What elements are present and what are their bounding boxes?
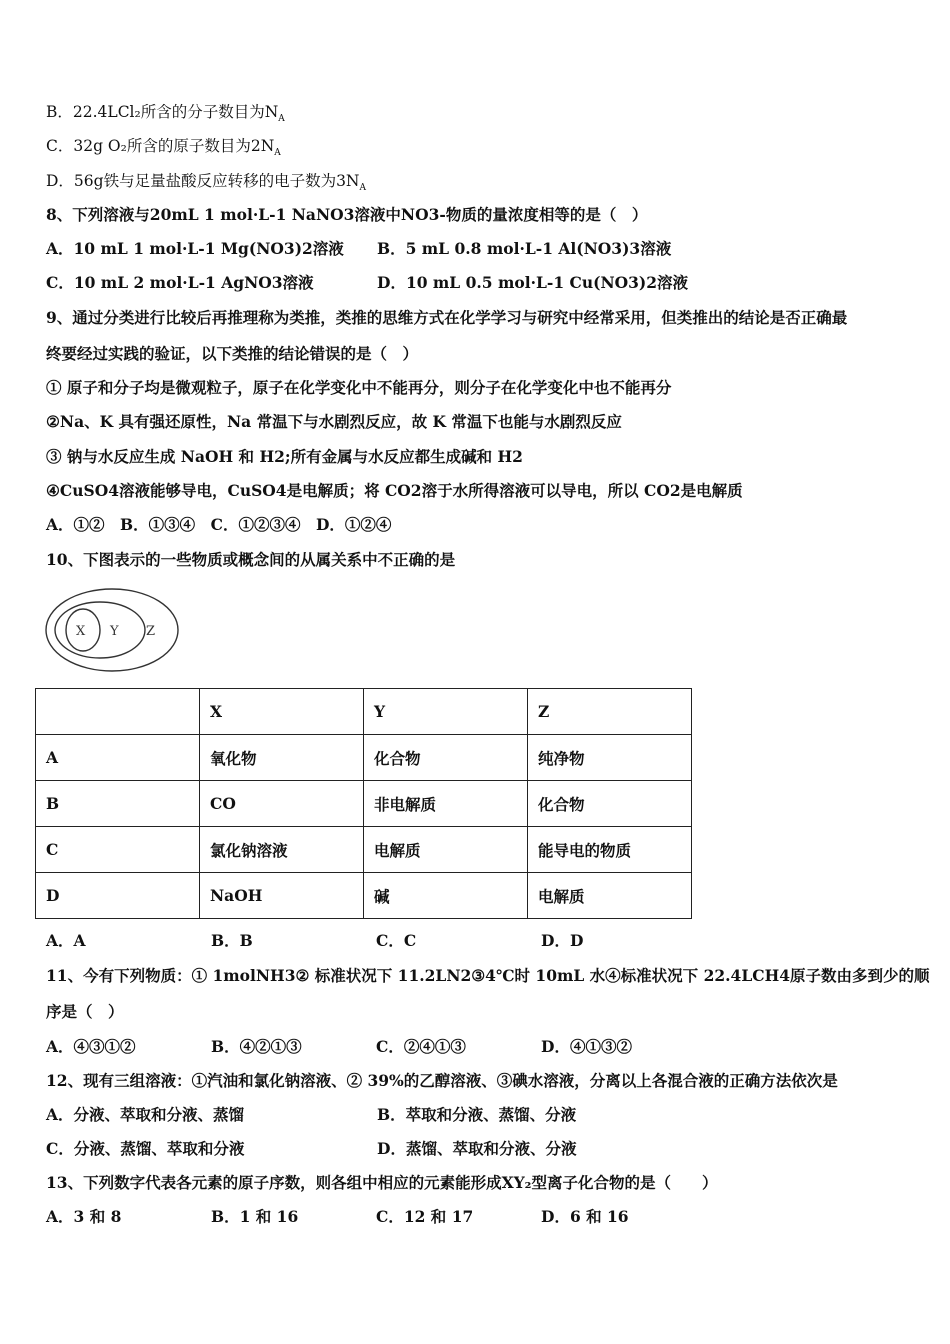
q8-option-d: D．10 mL 0.5 mol·L-1 Cu(NO3)2溶液 [377, 273, 689, 292]
q13-option-b: B．1 和 16 [211, 1207, 299, 1226]
table-header-cell [36, 689, 200, 735]
q7-option-c: C．32g O₂所含的原子数目为$2N_A$ [46, 137, 281, 159]
q10-option-d: D．D [541, 931, 584, 950]
table-cell: C [36, 827, 200, 873]
q10-stem: 10、下图表示的一些物质或概念间的从属关系中不正确的是 [46, 550, 456, 569]
q9-options: A．①② B．①③④ C．①②③④ D．①②④ [46, 515, 392, 534]
q10-option-b: B．B [211, 931, 253, 950]
q11-option-a: A．④③①② [46, 1037, 136, 1056]
q12-option-b: B．萃取和分液、蒸馏、分液 [377, 1105, 577, 1124]
q9-statement-4: ④CuSO4溶液能够导电，CuSO4是电解质；将 CO2溶于水所得溶液可以导电，所以 CO2是电解质 [46, 481, 743, 500]
table-row [36, 735, 692, 781]
q11-option-c: C．②④①③ [376, 1037, 466, 1056]
q7-option-b: B．22.4LCl₂所含的分子数目为$N_A$ [46, 103, 285, 125]
table-row [36, 827, 692, 873]
table-cell: NaOH [200, 873, 364, 919]
table-cell: 能导电的物质 [528, 827, 692, 873]
q10-option-a: A．A [46, 931, 86, 950]
q11-stem-line1: 11、今有下列物质：① 1molNH3② 标准状况下 11.2LN2③4℃时 10mL 水④标准状况下 22.4LCH4原子数由多到少的顺 [46, 966, 930, 985]
table-row [36, 873, 692, 919]
q12-stem: 12、现有三组溶液：①汽油和氯化钠溶液、② 39%的乙醇溶液、③碘水溶液，分离以上各混合液的正确方法依次是 [46, 1071, 838, 1090]
table-cell: 碱 [364, 873, 528, 919]
table-cell: 纯净物 [528, 735, 692, 781]
table-header-cell: Y [364, 689, 528, 735]
q9-statement-2: ②Na、K 具有强还原性，Na 常温下与水剧烈反应，故 K 常温下也能与水剧烈反应 [46, 412, 622, 431]
q11-option-b: B．④②①③ [211, 1037, 302, 1056]
q11-option-d: D．④①③② [541, 1037, 632, 1056]
table-row [36, 781, 692, 827]
q12-option-d: D．蒸馏、萃取和分液、分液 [377, 1139, 577, 1158]
q8-option-b: B．5 mL 0.8 mol·L-1 Al(NO3)3溶液 [377, 239, 672, 258]
q9-statement-1: ① 原子和分子均是微观粒子，原子在化学变化中不能再分，则分子在化学变化中也不能再分 [46, 378, 672, 397]
q8-stem: 8、下列溶液与20mL 1 mol·L-1 NaNO3溶液中NO3-物质的量浓度相等的是（ ） [46, 205, 648, 224]
q9-statement-3: ③ 钠与水反应生成 NaOH 和 H2;所有金属与水反应都生成碱和 H2 [46, 447, 523, 466]
table-cell: 电解质 [528, 873, 692, 919]
q13-option-a: A．3 和 8 [46, 1207, 122, 1226]
table-cell: CO [200, 781, 364, 827]
table-cell: B [36, 781, 200, 827]
venn-label-z: Z [146, 624, 156, 639]
q7-option-d: D．56g铁与足量盐酸反应转移的电子数为$3N_A$ [46, 172, 366, 194]
table-cell: 氯化钠溶液 [200, 827, 364, 873]
table-cell: 化合物 [364, 735, 528, 781]
q10-option-c: C．C [376, 931, 417, 950]
q10-table [35, 688, 692, 919]
q8-option-a: A．10 mL 1 mol·L-1 Mg(NO3)2溶液 [46, 239, 344, 258]
q13-option-d: D．6 和 16 [541, 1207, 629, 1226]
table-cell: 非电解质 [364, 781, 528, 827]
q12-option-a: A．分液、萃取和分液、蒸馏 [46, 1105, 245, 1124]
table-header-row [36, 689, 692, 735]
table-header-cell: X [200, 689, 364, 735]
venn-label-y: Y [110, 624, 119, 639]
table-header-cell: Z [528, 689, 692, 735]
table-cell: 氧化物 [200, 735, 364, 781]
q13-stem: 13、下列数字代表各元素的原子序数，则各组中相应的元素能形成XY₂型离子化合物的是（ ） [46, 1173, 718, 1192]
q8-option-c: C．10 mL 2 mol·L-1 AgNO3溶液 [46, 273, 314, 292]
q11-stem-line2: 序是（ ） [46, 1002, 124, 1021]
table-cell: 化合物 [528, 781, 692, 827]
venn-diagram [40, 586, 185, 678]
table-cell: 电解质 [364, 827, 528, 873]
q13-option-c: C．12 和 17 [376, 1207, 474, 1226]
q12-option-c: C．分液、蒸馏、萃取和分液 [46, 1139, 245, 1158]
q9-stem-line1: 9、通过分类进行比较后再推理称为类推，类推的思维方式在化学学习与研究中经常采用，但类推出的结论是否正确最 [46, 308, 848, 327]
q9-stem-line2: 终要经过实践的验证，以下类推的结论错误的是（ ） [46, 344, 419, 363]
table-cell: A [36, 735, 200, 781]
venn-label-x: X [76, 624, 86, 639]
table-cell: D [36, 873, 200, 919]
